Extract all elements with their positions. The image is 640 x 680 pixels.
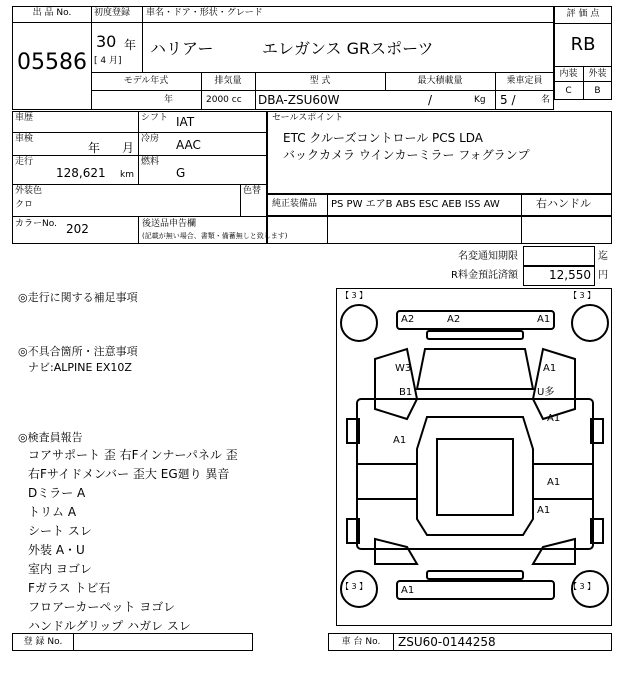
exterior-label: 外装: [588, 69, 607, 79]
sales-label: セールスポイント: [272, 113, 344, 123]
divider: [138, 216, 139, 244]
capacity-label: 乗車定員: [506, 76, 543, 86]
reg-year-unit: 年: [124, 38, 137, 52]
corner-label-bl: 【 3 】: [341, 582, 368, 591]
inspection-label: 車検: [15, 134, 34, 144]
name-change-label: 名変通知期限: [458, 251, 518, 262]
aftermarket-note: (記載が無い場合、書類・備蓄無しと致します): [142, 232, 288, 240]
divider: [142, 6, 143, 72]
divider: [240, 184, 241, 216]
model-year-unit: 年: [164, 95, 174, 105]
inspector-list: [28, 446, 238, 636]
lot-divider: [12, 22, 92, 23]
inspector-item: コアサポート 歪 右Fインナーパネル 歪: [28, 448, 238, 462]
sales-line1: ETC クルーズコントロール PCS LDA: [283, 131, 483, 145]
color-no-label: カラーNo.: [15, 219, 57, 229]
divider: [12, 132, 267, 133]
corner-label-tr: 【 3 】: [569, 291, 596, 300]
inspector-title: ◎検査員報告: [18, 431, 83, 444]
mark-u-multi: U多: [537, 387, 555, 398]
model-name: ハリアー: [150, 39, 214, 58]
car-outline: [337, 289, 613, 627]
ac-label: 冷房: [141, 134, 160, 144]
inspector-item: シート スレ: [28, 524, 92, 538]
aftermarket-label: 後送品申告欄: [142, 219, 197, 229]
mileage: 128,621: [56, 166, 106, 180]
name-change-unit: 迄: [598, 251, 608, 262]
name-change-box: [523, 246, 595, 266]
inspector-item: ハンドルグリップ ハガレ スレ: [28, 619, 191, 633]
rating-label: 評 価 点: [566, 9, 600, 19]
blank-box: [267, 216, 612, 244]
corner-label-br: 【 3 】: [569, 582, 596, 591]
mileage-unit: km: [120, 170, 134, 180]
interior-grade: C: [565, 86, 572, 96]
mark-right-a1-top: A1: [543, 363, 557, 374]
sales-line2: バックカメラ ウインカーミラー フォグランプ: [283, 148, 530, 162]
divider: [12, 184, 267, 185]
inspection-month-unit: 月: [122, 141, 135, 155]
inspector-item: 右Fサイドメンバー 歪大 EG廻り 異音: [28, 467, 230, 481]
inspection-year-unit: 年: [88, 141, 101, 155]
mark-left-a1: A1: [393, 435, 407, 446]
mark-rear-left: A1: [401, 585, 415, 596]
divider: [12, 216, 267, 217]
lot-label: 出 品 No.: [32, 8, 72, 18]
inspector-item: フロアーカーペット ヨゴレ: [28, 600, 176, 614]
shift-label: シフト: [141, 113, 169, 123]
mark-w3: W3: [395, 363, 412, 374]
max-load-sep: /: [428, 93, 433, 107]
defects-title: ◎不具合箇所・注意事項: [18, 345, 138, 358]
driving-title: ◎走行に関する補足事項: [18, 291, 138, 304]
inspector-item: Fガラス トビ石: [28, 581, 111, 595]
reg-no-box: [73, 633, 253, 651]
ac: AAC: [176, 138, 201, 152]
steering: 右ハンドル: [536, 197, 591, 210]
mark-front-left: A2: [401, 314, 415, 325]
lot-number: 05586: [17, 50, 87, 75]
first-reg-label: 初度登録: [94, 8, 131, 18]
max-load-unit: Kg: [474, 95, 486, 105]
divider: [554, 81, 612, 82]
grade: エレガンス GRスポーツ: [262, 39, 434, 58]
interior-label: 内装: [559, 69, 578, 79]
mark-b1: B1: [399, 387, 413, 398]
max-load-label: 最大積載量: [417, 76, 463, 86]
mark-front-right: A1: [537, 314, 551, 325]
color-change-label: 色替: [243, 186, 262, 196]
reg-year: 30: [96, 32, 117, 51]
divider: [12, 155, 267, 156]
inspector-item: Dミラー A: [28, 486, 86, 500]
type: DBA-ZSU60W: [258, 93, 340, 107]
rating-value: RB: [570, 34, 596, 55]
history-label: 車歴: [15, 113, 34, 123]
mark-right-a1-2: A1: [547, 413, 561, 424]
chassis: ZSU60-0144258: [398, 635, 496, 649]
inspector-item: 室内 ヨゴレ: [28, 562, 92, 576]
fuel-label: 燃料: [141, 157, 160, 167]
equipment-label: 純正装備品: [272, 199, 318, 209]
mileage-label: 走行: [15, 157, 34, 167]
capacity-unit: 名: [541, 95, 551, 105]
chassis-label: 車 台 No.: [341, 637, 381, 647]
reg-no-label: 登 録 No.: [23, 637, 63, 647]
divider: [138, 111, 139, 184]
model-label: 車名・ドア・形状・グレード: [146, 8, 263, 18]
recycle-unit: 円: [598, 270, 608, 281]
displacement-label: 排気量: [214, 76, 242, 86]
displacement: 2000 cc: [206, 95, 242, 105]
capacity: 5 /: [500, 93, 516, 107]
inspector-item: トリム A: [28, 505, 77, 519]
shift: IAT: [176, 115, 195, 129]
fuel: G: [176, 166, 186, 180]
color-label: 外装色: [15, 186, 43, 196]
car-diagram: [336, 288, 612, 626]
recycle: 12,550: [549, 268, 591, 282]
color: クロ: [15, 200, 34, 210]
equipment: PS PW エアB ABS ESC AEB ISS AW: [331, 199, 500, 210]
defect-item: ナビ:ALPINE EX10Z: [28, 361, 132, 374]
divider: [91, 22, 554, 23]
inspector-item: 外装 A・U: [28, 543, 85, 557]
reg-month: [ 4 月]: [94, 56, 122, 66]
mark-right-a1-3: A1: [547, 477, 561, 488]
type-label: 型 式: [309, 76, 331, 86]
recycle-label: R料金預託済額: [451, 270, 518, 281]
mark-right-a1-4: A1: [537, 505, 551, 516]
divider: [91, 72, 554, 73]
mark-front-mid: A2: [447, 314, 461, 325]
model-year-label: モデル年式: [123, 76, 169, 86]
corner-label-tl: 【 3 】: [341, 291, 368, 300]
color-no: 202: [66, 222, 89, 236]
divider: [554, 23, 612, 24]
exterior-grade: B: [594, 86, 601, 96]
divider: [91, 90, 554, 91]
